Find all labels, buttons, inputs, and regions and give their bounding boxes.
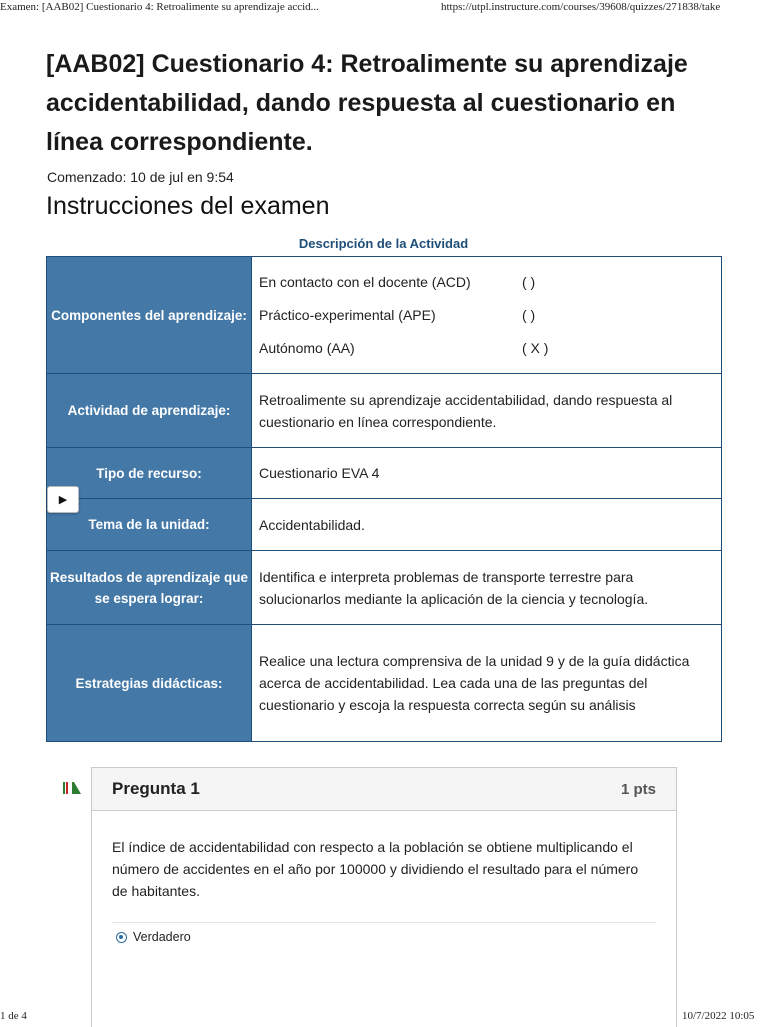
table-row	[47, 448, 722, 499]
component-line	[259, 266, 714, 299]
answer-label: Verdadero	[133, 930, 191, 944]
component-mark: ( )	[522, 307, 536, 323]
print-datetime: 10/7/2022 10:05	[682, 1010, 755, 1022]
print-header	[0, 0, 768, 16]
table-row	[47, 257, 722, 374]
question-header	[92, 768, 676, 811]
component-name: Autónomo (AA)	[259, 340, 355, 356]
component-line	[259, 299, 714, 332]
print-footer	[0, 1010, 768, 1024]
row-value: Identifica e interpreta problemas de transporte terrestre para solucionarlos mediante la aplicación de la ciencia y tecnología.	[252, 551, 722, 625]
row-label: Tipo de recurso:	[47, 448, 252, 499]
table-row	[47, 499, 722, 551]
component-mark: ( )	[522, 274, 536, 290]
instructions-heading: Instrucciones del examen	[46, 192, 330, 220]
table-row	[47, 625, 722, 742]
components-label: Componentes del aprendizaje:	[47, 257, 252, 374]
question-card	[91, 767, 677, 1027]
component-mark: ( X )	[522, 340, 549, 356]
question-points: 1 pts	[620, 780, 656, 798]
play-button[interactable]	[47, 486, 79, 513]
row-label: Resultados de aprendizaje que se espera lograr:	[47, 551, 252, 625]
radio-selected-icon[interactable]	[116, 932, 127, 943]
row-value: Accidentabilidad.	[252, 499, 722, 551]
component-name: En contacto con el docente (ACD)	[259, 274, 471, 290]
flag-icon[interactable]	[62, 780, 82, 796]
play-icon: ▶	[58, 494, 68, 506]
row-label: Tema de la unidad:	[47, 499, 252, 551]
table-row	[47, 551, 722, 625]
page-number: 1 de 4	[0, 1010, 27, 1022]
table-row	[47, 374, 722, 448]
answer-option[interactable]	[116, 930, 676, 944]
print-header-url: https://utpl.instructure.com/courses/39608/quizzes/271838/take	[441, 1, 721, 13]
activity-description-caption: Descripción de la Actividad	[298, 236, 469, 251]
components-value	[252, 257, 722, 374]
row-value: Retroalimente su aprendizaje accidentabilidad, dando respuesta al cuestionario en línea correspondiente.	[252, 374, 722, 448]
divider	[112, 922, 656, 923]
component-line	[259, 332, 714, 365]
row-value: Realice una lectura comprensiva de la unidad 9 y de la guía didáctica acerca de accidentabilidad. Lea cada una de las preguntas del cuestionario y escoja la respuesta correcta según su análisis	[252, 625, 722, 742]
quiz-started-time: Comenzado: 10 de jul en 9:54	[47, 169, 234, 185]
activity-table	[46, 256, 722, 742]
quiz-title: [AAB02] Cuestionario 4: Retroalimente su aprendizaje accidentabilidad, dando respuesta al cuestionario en línea correspondiente.	[46, 50, 688, 156]
question-text: El índice de accidentabilidad con respecto a la población se obtiene multiplicando el número de accidentes en el año por 100000 y dividiendo el resultado para el número de habitantes.	[112, 839, 639, 899]
row-value: Cuestionario EVA 4	[252, 448, 722, 499]
question-name: Pregunta 1	[112, 779, 200, 798]
row-label: Estrategias didácticas:	[47, 625, 252, 742]
print-header-title: Examen: [AAB02] Cuestionario 4: Retroalimente su aprendizaje accid...	[0, 1, 319, 13]
row-label: Actividad de aprendizaje:	[47, 374, 252, 448]
component-name: Práctico-experimental (APE)	[259, 307, 436, 323]
